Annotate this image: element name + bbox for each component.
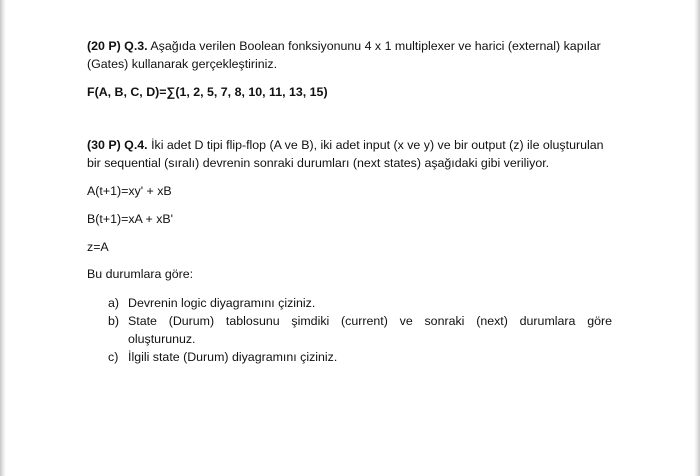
- item-b-label: b): [108, 314, 120, 328]
- q3-function: F(A, B, C, D)=∑(1, 2, 5, 7, 8, 10, 11, 13, 15): [87, 85, 328, 99]
- page-edge-left: [0, 0, 6, 476]
- item-a-text: Devrenin logic diyagramını çiziniz.: [128, 296, 316, 310]
- item-c-text: İlgili state (Durum) diyagramını çiziniz.: [128, 350, 338, 364]
- q4-equation-a: A(t+1)=xy' + xB: [87, 184, 172, 198]
- q3-text-1: Aşağıda verilen Boolean fonksiyonunu 4 x 1 multiplexer ve harici (external) kapılar: [150, 39, 601, 53]
- q3-line-1: [87, 38, 601, 54]
- item-c-label: c): [108, 350, 119, 364]
- page-edge-right: [694, 0, 700, 476]
- q3-prefix: (20 P) Q.3.: [87, 39, 148, 53]
- q4-text-1: İki adet D tipi flip-flop (A ve B), iki adet input (x ve y) ve bir output (z) ile oluşturulan: [151, 138, 604, 152]
- item-a-label: a): [108, 296, 120, 310]
- q4-line-2: bir sequential (sıralı) devrenin sonraki durumları (next states) aşağıdaki gibi veriliyor.: [87, 156, 550, 170]
- q3-line-2: (Gates) kullanarak gerçekleştiriniz.: [87, 57, 278, 71]
- q4-prefix: (30 P) Q.4.: [87, 138, 148, 152]
- q4-intro: Bu durumlara göre:: [87, 267, 194, 281]
- q4-line-1: [87, 137, 604, 153]
- item-b-text-1: State (Durum) tablosunu şimdiki (current) ve sonraki (next) durumlara göre: [128, 314, 612, 328]
- q4-equation-b: B(t+1)=xA + xB': [87, 212, 174, 226]
- item-b-text-2: oluşturunuz.: [128, 332, 196, 346]
- q4-equation-z: z=A: [87, 240, 109, 254]
